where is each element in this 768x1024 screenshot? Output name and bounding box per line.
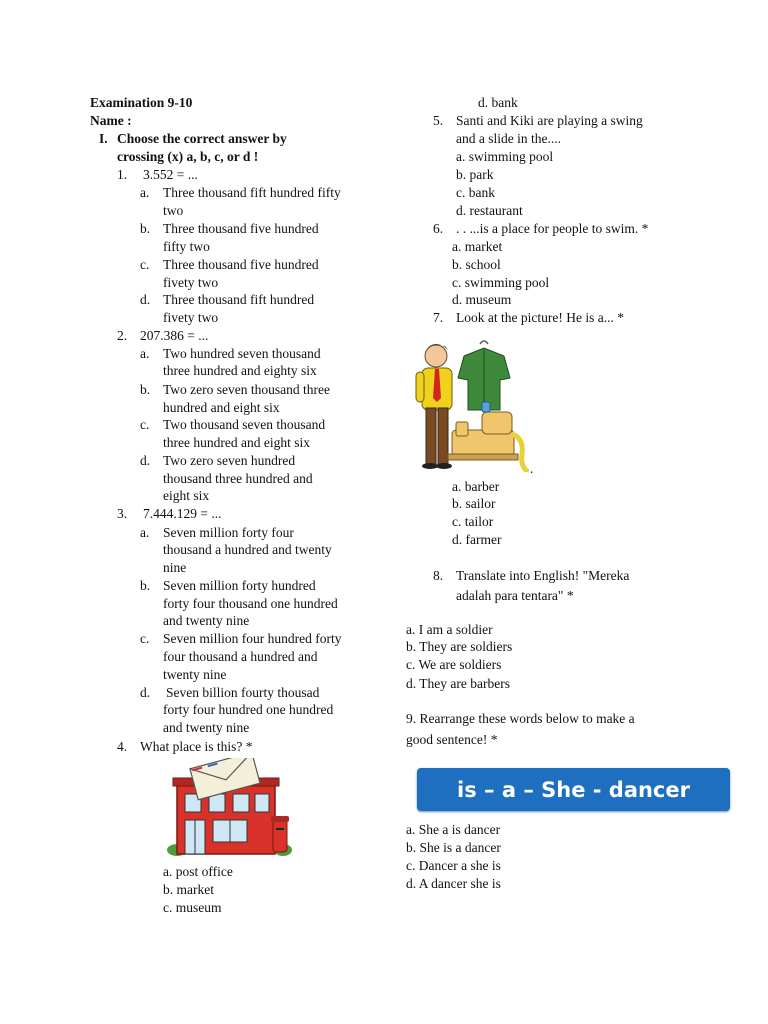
- q8-number: 8.: [433, 568, 444, 583]
- q3-option-d-text-2: forty four hundred one hundred: [163, 702, 334, 717]
- q8-prompt-line1: Translate into English! "Mereka: [456, 568, 630, 583]
- q4-option-a: a. post office: [163, 864, 233, 879]
- q1-option-d-letter: d.: [140, 292, 151, 307]
- q2-option-a-text-2: three hundred and eighty six: [163, 363, 317, 378]
- q3-option-d-text: Seven billion fourty thousad: [166, 685, 320, 700]
- q6-option-c: c. swimming pool: [452, 275, 550, 290]
- q2-option-c-text: Two thousand seven thousand: [163, 417, 326, 432]
- section-number: I.: [99, 131, 108, 146]
- q8-option-a: a. I am a soldier: [406, 622, 493, 637]
- q5-prompt-line1: Santi and Kiki are playing a swing: [456, 113, 643, 128]
- exam-title: Examination 9-10: [90, 95, 193, 110]
- q9-prompt-line2: good sentence! *: [406, 732, 498, 747]
- q1-option-a-text: Three thousand fift hundred fifty: [163, 185, 341, 200]
- q1-option-b-letter: b.: [140, 221, 151, 236]
- q3-option-c-text: Seven million four hundred forty: [163, 631, 342, 646]
- q7-option-b: b. sailor: [452, 496, 496, 511]
- q3-option-b-text-2: forty four thousand one hundred: [163, 596, 338, 611]
- q1-option-d-text-2: fivety two: [163, 310, 219, 325]
- q3-option-a-text-2: thousand a hundred and twenty: [163, 542, 332, 557]
- q4-option-c: c. museum: [163, 900, 222, 915]
- q1-number: 1.: [117, 167, 128, 182]
- q3-option-c-text-2: four thousand a hundred and: [163, 649, 318, 664]
- q2-option-d-letter: d.: [140, 453, 151, 468]
- q9-option-a: a. She a is dancer: [406, 822, 501, 837]
- q7-option-a: a. barber: [452, 479, 500, 494]
- section-instruction-line1: Choose the correct answer by: [117, 131, 287, 146]
- q9-word-banner: is – a – She - dancer: [417, 768, 730, 811]
- q3-option-b-text-3: and twenty nine: [163, 613, 250, 628]
- q2-option-b-text: Two zero seven thousand three: [163, 382, 330, 397]
- q4-option-d: d. bank: [478, 95, 518, 110]
- q4-prompt: What place is this? *: [140, 739, 253, 754]
- section-instruction-line2: crossing (x) a, b, c, or d !: [117, 149, 259, 164]
- q9-prompt-line1: 9. Rearrange these words below to make a: [406, 711, 635, 726]
- q6-option-b: b. school: [452, 257, 501, 272]
- q6-prompt: . . ...is a place for people to swim. *: [456, 221, 649, 236]
- q8-option-d: d. They are barbers: [406, 676, 510, 691]
- q5-option-d: d. restaurant: [456, 203, 523, 218]
- tailor-picture: [408, 338, 534, 472]
- q8-option-c: c. We are soldiers: [406, 657, 502, 672]
- q2-option-c-letter: c.: [140, 417, 150, 432]
- q6-option-a: a. market: [452, 239, 503, 254]
- q2-option-b-letter: b.: [140, 382, 151, 397]
- q5-option-c: c. bank: [456, 185, 495, 200]
- q5-option-a: a. swimming pool: [456, 149, 554, 164]
- q6-number: 6.: [433, 221, 444, 236]
- q1-option-b-text-2: fifty two: [163, 239, 210, 254]
- q2-prompt: 207.386 = ...: [140, 328, 209, 343]
- q3-option-a-letter: a.: [140, 525, 150, 540]
- q3-option-b-text: Seven million forty hundred: [163, 578, 316, 593]
- post-office-picture: [165, 758, 293, 862]
- q1-option-c-text-2: fivety two: [163, 275, 219, 290]
- q7-number: 7.: [433, 310, 444, 325]
- q2-option-b-text-2: hundred and eight six: [163, 400, 280, 415]
- q1-option-a-letter: a.: [140, 185, 150, 200]
- q3-number: 3.: [117, 506, 128, 521]
- q1-option-d-text: Three thousand fift hundred: [163, 292, 315, 307]
- q3-option-a-text: Seven million forty four: [163, 525, 294, 540]
- name-label: Name :: [90, 113, 132, 128]
- q3-prompt: 7.444.129 = ...: [143, 506, 222, 521]
- q9-option-b: b. She is a dancer: [406, 840, 501, 855]
- q9-option-d: d. A dancer she is: [406, 876, 501, 891]
- q8-option-b: b. They are soldiers: [406, 639, 513, 654]
- q3-option-c-letter: c.: [140, 631, 150, 646]
- q7-option-c: c. tailor: [452, 514, 494, 529]
- q2-option-d-text-3: eight six: [163, 488, 210, 503]
- q2-number: 2.: [117, 328, 128, 343]
- q9-option-c: c. Dancer a she is: [406, 858, 501, 873]
- q7-option-d: d. farmer: [452, 532, 502, 547]
- q2-option-c-text-2: three hundred and eight six: [163, 435, 310, 450]
- q5-option-b: b. park: [456, 167, 494, 182]
- q8-prompt-line2: adalah para tentara" *: [456, 588, 574, 603]
- q2-option-d-text: Two zero seven hundred: [163, 453, 296, 468]
- q1-option-b-text: Three thousand five hundred: [163, 221, 319, 236]
- q5-number: 5.: [433, 113, 444, 128]
- q3-option-a-text-3: nine: [163, 560, 187, 575]
- q7-dot: .: [530, 461, 534, 476]
- q3-option-d-text-3: and twenty nine: [163, 720, 250, 735]
- q7-prompt: Look at the picture! He is a... *: [456, 310, 624, 325]
- q4-number: 4.: [117, 739, 128, 754]
- q3-option-c-text-3: twenty nine: [163, 667, 227, 682]
- q1-option-a-text-2: two: [163, 203, 184, 218]
- q4-option-b: b. market: [163, 882, 214, 897]
- q2-option-a-text: Two hundred seven thousand: [163, 346, 321, 361]
- q3-option-b-letter: b.: [140, 578, 151, 593]
- q2-option-d-text-2: thousand three hundred and: [163, 471, 313, 486]
- q1-prompt: 3.552 = ...: [143, 167, 198, 182]
- q6-option-d: d. museum: [452, 292, 512, 307]
- q1-option-c-text: Three thousand five hundred: [163, 257, 319, 272]
- q3-option-d-letter: d.: [140, 685, 151, 700]
- q2-option-a-letter: a.: [140, 346, 150, 361]
- q5-prompt-line2: and a slide in the....: [456, 131, 561, 146]
- q1-option-c-letter: c.: [140, 257, 150, 272]
